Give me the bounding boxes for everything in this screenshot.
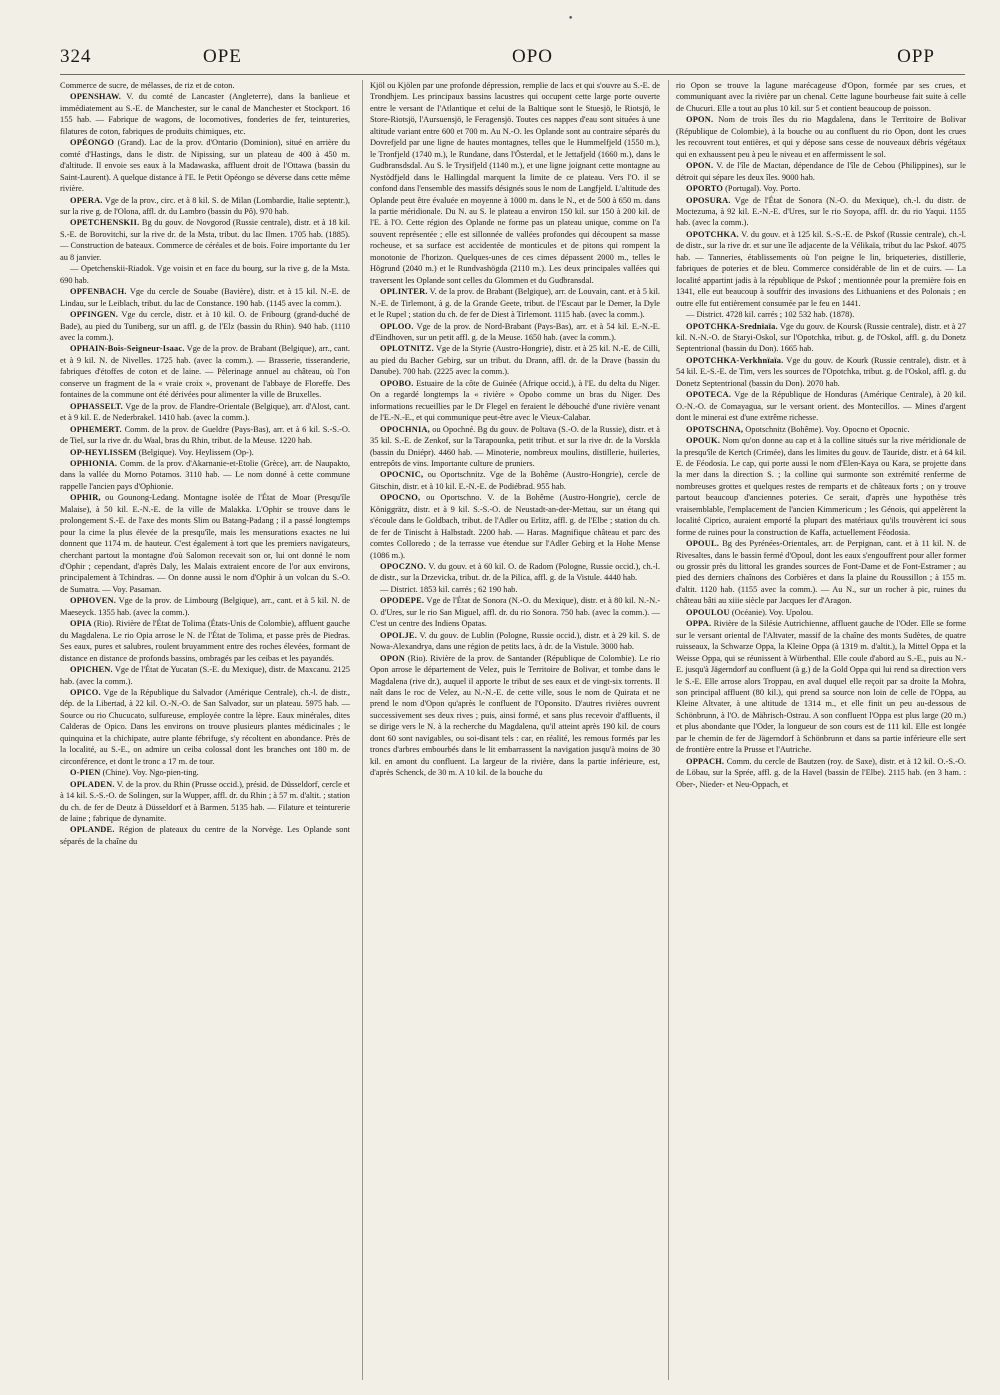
entry-text: Opotschnitz (Bohême). Voy. Opocno et Opocnic. <box>745 424 910 434</box>
entry-headword: OPON. <box>686 115 714 125</box>
entry-text: ou Oportschno. V. de la Bohême (Austro-Hongrie), cercle de Königgrätz, distr. et à 9 kil. S.-S.-O. de Neustadt-an-der-Mettau, sur un étang qui s'écoule dans le Goldbach, tribut. de l'Adler ou Erlitz, affl. g. de l'Elbe ; station du ch. de fer de Tinischt à Halbstadt. 2200 hab. — Haras. Magnifique château et parc des comtes Colloredo ; de la terrasse vue étendue sur l'Adler Gebirg et la Hohe Mense (1086 m.). <box>370 493 660 560</box>
dictionary-entry <box>676 607 966 618</box>
dictionary-entry <box>60 286 350 309</box>
header-right-guideword: OPP <box>897 46 935 67</box>
entry-text: ou Opochné. Bg du gouv. de Poltava (S.-O. de la Russie), distr. et à 35 kil. S.-E. de Zenkof, sur la Tarapounka, petit tribut. et sur la rive dr. de la Vorskla (bassin du Dniépr). 4460 hab. — Minoterie, nombreux moulins, distillerie, huileries, entrepôts de vins. Importante culture de pruniers. <box>370 424 660 468</box>
dictionary-entry <box>60 492 350 595</box>
page-speck: • <box>568 14 574 24</box>
entry-text: Comm. de la prov. de Gueldre (Pays-Bas), arr. et à 6 kil. S.-S.-O. de Tiel, sur la rive dr. du Waal, bras du Rhin, tribut. de la Meuse. 1220 hab. <box>60 424 350 446</box>
entry-headword: OPOTCHKA. <box>686 229 739 239</box>
entry-text: Bg des Pyrénées-Orientales, arr. de Perpignan, cant. et à 11 kil. N. de Rivesaltes, dans le bassin fermé d'Opoul, dont les eaux s'engouffrent pour aller former ou grossir près du littoral les grandes sources de Font-Dame et de Font-Estramer ; au pied des derniers chaînons des Corbières et dans la plaine du Roussillon ; à 155 m. d'altit. 1120 hab. (1155 avec la comm.). — Au N., sur un rocher à pic, ruines du château bâti au xiiie siècle par Jacques Ier d'Aragon. <box>676 539 966 606</box>
entry-headword: O-PIEN <box>70 768 101 778</box>
entry-headword: OPHIR, <box>70 493 101 503</box>
entry-text: V. du gouv. et à 60 kil. O. de Radom (Pologne, Russie occid.), ch.-l. de distr., sur la Drzevicka, tribut. dr. de la Pilica, affl. g. de la Vistule. 4440 hab. <box>370 562 660 583</box>
entry-headword: OPLOO. <box>380 321 414 331</box>
entry-text: Région de plateaux du centre de la Norvège. Les Oplande sont séparés de la chaîne du <box>60 825 350 846</box>
entry-text: Vge de la prov., circ. et à 8 kil. S. de Milan (Lombardie, Italie septentr.), sur la rive g. de l'Olona, affl. dr. du Lambro (bassin du Pô). 970 hab. <box>60 195 350 216</box>
dictionary-entry <box>60 664 350 687</box>
entry-headword: OPICHEN. <box>70 665 113 675</box>
entry-headword: OPLINTER. <box>380 287 428 297</box>
dictionary-entry <box>676 756 966 790</box>
entry-headword: OPFINGEN. <box>70 310 119 320</box>
entry-headword: OPLOTNITZ. <box>380 344 434 354</box>
dictionary-entry <box>370 561 660 584</box>
entry-headword: OPOTCHKA-Srednïaïa. <box>686 321 778 331</box>
dictionary-entry <box>60 767 350 778</box>
dictionary-entry <box>370 584 660 595</box>
entry-text: Comm. de la prov. d'Akarnanie-et-Etolie (Grèce), arr. de Naupakto, dans la vallée du Morno Potamos. 3110 hab. — Le nom donné à cette commune rappelle l'ancien pays d'Ophionie. <box>60 458 350 491</box>
page-number: 324 <box>60 46 92 67</box>
text-column-3 <box>676 80 966 1385</box>
dictionary-entry <box>370 343 660 377</box>
dictionary-entry <box>60 80 350 91</box>
dictionary-entry <box>370 424 660 470</box>
dictionary-entry <box>60 343 350 400</box>
entry-text: Vge du cercle, distr. et à 10 kil. O. de Fribourg (grand-duché de Bade), au pied du Tuniberg, sur un affl. g. de l'Elz (bassin du Rhin). 940 hab. (1110 avec la comm.). <box>60 310 350 342</box>
entry-text: Nom de trois îles du rio Magdalena, dans le Territoire de Bolivar (République de Colombie), à la bouche ou au confluent du rio Opon, dont les crues les recouvrent tout entières, et qui y dépose sans cesse de nouveaux débris végétaux qui en exhaussent peu à peu le niveau et en affermissent le sol. <box>676 115 966 159</box>
column-divider <box>362 80 363 1380</box>
dictionary-entry <box>370 321 660 344</box>
dictionary-entry <box>60 91 350 137</box>
entry-text: Vge du gouv. de Koursk (Russie centrale), distr. et à 27 kil. N.-N.-O. de Staryi-Oskol, sur l'Opotchka, tribut. g. de l'Oskol, affl. g. du Donetz Septentrional (bassin du Don). 1665 hab. <box>676 321 966 354</box>
entry-headword: OPETCHENSKII. <box>70 218 140 228</box>
entry-headword: OPOUK. <box>686 436 721 446</box>
dictionary-entry <box>370 492 660 561</box>
header-center-guideword: OPO <box>512 46 554 67</box>
entry-headword: OPHAIN-Bois-Seigneur-Isaac. <box>70 344 185 354</box>
dictionary-entry <box>60 309 350 343</box>
entry-text: Vge de l'État de Sonora (N.-O. du Mexique), distr. et à 80 kil. N.-N.-O. d'Ures, sur le rio San Miguel, affl. dr. du rio Sonora. 750 hab. (avec la comm.). — C'est un centre des Indiens Opatas. <box>370 596 660 629</box>
entry-text: Vge de la prov. de Brabant (Belgique), arr., cant. et à 9 kil. N. de Nivelles. 1725 hab. (avec la comm.). — Brasserie, tisseranderie, fabriques d'étoffes de coton et de laine. — Pèlerinage annuel au château, où l'on conserve un fragment de la « vraie croix », provenant de l'abbaye de Floreffe. Des fontaines de la commune ont été dérivées pour alimenter la ville de Bruxelles. <box>60 344 350 400</box>
entry-text: V. du gouv. et à 125 kil. S.-S.-E. de Pskof (Russie centrale), ch.-l. de distr., sur la rive dr. et sur une île adjacente de la Vélikaïa, tribut du lac Pskof. 4075 hab. — Tanneries, établissements où l'on peigne le lin, briqueteries, distillerie, fabriques de poteries et de bleu. Commerce considérable de lin et de cuirs. — La localité appartint jadis à la république de Pskof ; mentionnée pour la première fois en 1341, elle eut beaucoup à souffrir des invasions des Lithuaniens et des Polonais ; en outre elle fut entièrement consumée par le feu en 1441. <box>676 229 966 308</box>
entry-headword: OPLADEN. <box>70 779 115 789</box>
entry-headword: OPOBO. <box>380 378 414 388</box>
dictionary-entry <box>370 286 660 320</box>
entry-text: ou Oportschnitz. Vge de la Bohême (Austro-Hongrie), cercle de Gitschin, distr. et à 10 kil. E.-N.-E. de Podiébrad. 955 hab. <box>370 470 660 491</box>
entry-text: (Rio). Rivière de l'État de Tolima (États-Unis de Colombie), affluent gauche du Magdalena. Le rio Opia arrose le N. de l'État de Tolima, et passe près de Piedras. Ses eaux, pures et salubres, roulent bruyamment entre des roches élevées, formant de distance en distance de profonds bassins, ombragés par les ceibas et les payandés. <box>60 619 350 663</box>
entry-text: — District. 1853 kil. carrés ; 62 190 hab. <box>380 584 518 594</box>
entry-text: Vge de l'État de Sonora (N.-O. du Mexique), ch.-l. du distr. de Moctezuma, à 92 kil. E.-N.-E. d'Ures, sur le rio Soyopa, affl. dr. du rio Yaqui. 1155 hab. (avec la comm.). <box>676 195 966 228</box>
text-column-2 <box>370 80 660 1385</box>
entry-text: Rivière de la Silésie Autrichienne, affluent gauche de l'Oder. Elle se forme sur le versant oriental de l'Altvater, massif de la chaîne des monts Sudètes, de quatre ruisseaux, la Schwarze Oppa, la Kleine Oppa (à 1319 m. d'altit.), la Mittel Oppa et la Weisse Oppa, qui se réunissent à Würbenthal. Elle coule d'abord au S.-E., puis au N.-E. jusqu'à Jägerndorf au confluent (à g.) de la Gold Oppa qui lui rend sa direction vers le S.-E. Elle arrose alors Troppau, en aval duquel elle reçoit par sa droite la Mohra, son principal affluent (80 kil.), qui prend sa source non loin de celle de l'Oppa, au Kleine Altvater, à une altitude de 1314 m., et elle finit un peu au-dessous de Schönbrunn, à l'O. de Mährisch-Ostrau. A son confluent l'Oppa est plus large (20 m.) et plus abondante que l'Oder, la longueur de son cours est de 111 kil. Elle est longée par le chemin de fer de Jägerndorf à Schönbrunn et dans sa partie inférieure elle sert de frontière entre la Prusse et l'Autriche. <box>676 619 966 755</box>
entry-text: Commerce de sucre, de mélasses, de riz et de coton. <box>60 81 235 90</box>
entry-text: (Portugal). Voy. Porto. <box>725 184 801 194</box>
entry-text: Estuaire de la côte de Guinée (Afrique occid.), à l'E. du delta du Niger. On a regardé longtemps la « rivière » Opobo comme un bras du Niger. Des informations recueillies par le Dr Flegel en feraient le débouché d'une rivière venant de l'E.-N.-E., et qui communique peut-être avec le Vieux-Calabar. <box>370 378 660 423</box>
entry-text: Vge du gouv. de Kourk (Russie centrale), distr. et à 54 kil. E.-S.-E. de Tim, vers les sources de l'Opotchka, tribut. g. de l'Oskol, affl. g. du Donetz Septentrional (bassin du Don). 2070 hab. <box>676 355 966 388</box>
entry-text: V. de la prov. de Brabant (Belgique), arr. de Louvain, cant. et à 5 kil. N.-E. de Tirlemont, à g. de la Grande Geete, tribut. de l'Escaut par le Demer, la Dyle et le Rupel ; station du ch. de fer de Diest à Tirlemont. 1115 hab. (avec la comm.). <box>370 287 660 320</box>
entry-text: Vge de la République de Honduras (Amérique Centrale), à 20 kil. O.-N.-O. de Comayagua, sur le versant orient. des Montecillos. — Mines d'argent dont le minerai est d'une extrême richesse. <box>676 390 966 423</box>
entry-text: Vge de la Styrie (Austro-Hongrie), distr. et à 25 kil. N.-E. de Cilli, au pied du Bacher Gebirg, sur un tribut. du Drann, affl. dr. de la Drave (bassin du Danube). 700 hab. (2225 avec la comm.). <box>370 344 660 377</box>
entry-text: V. de la prov. du Rhin (Prusse occid.), présid. de Düsseldorf, cercle et à 14 kil. S.-S.-O. de Solingen, sur la Wupper, affl. dr. du Rhin ; à 57 m. d'altit. ; station du ch. de fer de Deutz à Düsseldorf et à Barmen. 5135 hab. — Filature et teinturerie de laine ; fabrique de dynamite. <box>60 779 350 823</box>
entry-headword: OPERA. <box>70 195 103 205</box>
dictionary-entry <box>60 137 350 194</box>
dictionary-entry <box>60 195 350 218</box>
dictionary-entry <box>676 195 966 229</box>
entry-headword: OPOTCHKA-Verkhnïaïa. <box>686 355 784 365</box>
entry-text: Vge de l'État de Yucatan (S.-E. du Mexique), distr. de Maxcanu. 2125 hab. (avec la comm.). <box>60 665 350 686</box>
dictionary-entry <box>676 424 966 435</box>
entry-text: Comm. du cercle de Bautzen (roy. de Saxe), distr. et à 12 kil. O.-S.-O. de Löbau, sur la Sprée, affl. g. de la Havel (bassin de l'Elbe). 2115 hab. (en 3 ham. : Ober-, Nieder- et Neu-Oppach, et <box>676 756 966 789</box>
entry-text: rio Opon se trouve la lagune marécageuse d'Opon, formée par ses crues, et communiquant avec la rivière par un chenal. Cette lagune bourbeuse fait suite à celle de Chucuri. Elle a tout au plus 10 kil. sur 5 et contient beaucoup de poisson. <box>676 81 966 113</box>
entry-headword: OPHIONIA. <box>70 458 118 468</box>
entry-headword: OPON. <box>686 161 714 171</box>
text-column-1 <box>60 80 350 1385</box>
column-divider <box>668 80 669 1380</box>
dictionary-entry <box>676 355 966 389</box>
dictionary-entry <box>370 653 660 779</box>
dictionary-entry <box>676 618 966 755</box>
entry-headword: OPIA <box>70 619 92 629</box>
entry-headword: OPON <box>380 653 405 663</box>
dictionary-entry <box>676 538 966 607</box>
entry-text: Vge de la prov. de Limbourg (Belgique), arr., cant. et à 5 kil. N. de Maeseyck. 1355 hab. (avec la comm.). <box>60 596 350 617</box>
entry-headword: OPOCNO, <box>380 493 421 503</box>
dictionary-entry <box>60 447 350 458</box>
header-left-guideword: OPE <box>203 46 242 67</box>
entry-text: V. du comté de Lancaster (Angleterre), dans la banlieue et immédiatement au S.-E. de Manchester, sur le canal de Manchester et Stockport. 16 155 hab. — Fabrique de wagons, de locomotives, fonderies de fer, teintureries, filatures de coton, fabriques de produits chimiques, etc. <box>60 92 350 136</box>
dictionary-entry <box>60 458 350 492</box>
entry-headword: OPOULOU <box>686 607 730 617</box>
running-header <box>60 46 965 76</box>
entry-text: V. du gouv. de Lublin (Pologne, Russie occid.), distr. et à 29 kil. S. de Nowa-Alexandrya, dans une région de petits lacs, à dr. de la Vistule. 3000 hab. <box>370 630 660 652</box>
dictionary-entry <box>676 160 966 183</box>
entry-text: Vge de la prov. de Flandre-Orientale (Belgique), arr. d'Alost, cant. et à 9 kil. E. de Nederbrakel. 1410 hab. (avec la comm.). <box>60 401 350 423</box>
entry-text: (Grand). Lac de la prov. d'Ontario (Dominion), situé en arrière du comté d'Hastings, dans le distr. de Nipissing, sur un plateau de 400 à 450 m. d'altitude. Il envoie ses eaux à la Madawaska, affluent droit de l'Ottawa (bassin du Saint-Laurent). A quelque distance à l'E. le Petit Opéongo se déverse dans cette même rivière. <box>60 138 350 194</box>
dictionary-entry <box>60 824 350 847</box>
entry-headword: OPOLJE. <box>380 630 417 640</box>
entry-headword: OPPA. <box>686 619 712 629</box>
entry-headword: OPPACH. <box>686 756 725 766</box>
entry-headword: OPOTSCHNA, <box>686 424 744 434</box>
dictionary-entry <box>60 618 350 664</box>
dictionary-entry <box>60 687 350 767</box>
entry-headword: OPLANDE. <box>70 825 115 835</box>
entry-text: (Rio). Rivière de la prov. de Santander (République de Colombie). Le rio Opon arrose le département de Velez, puis le Territoire de Bolivar, et tombe dans le Magdalena (rive dr.), auquel il apporte le tribut de ses eaux et de vingt-six torrents. Il naît dans le roc de Velez, au N.-N.-E. de cette ville, sous le nom de Quirata et ne prend le nom d'Opon qu'après le confluent de l'Oponsito. D'autres rivières ouvrent successivement ses deux rives ; puis, ainsi formé, et sans plus recevoir d'affluents, il se dirige vers le N. à la recherche du Magdalena, qu'il atteint après 190 kil. de cours dont 60 sont navigables, ou soi-disant tels : car, en réalité, les remous formés par les troncs d'arbres embourbés dans le lit embarrassent la navigation jusqu'à moins de 30 kil. en amont du confluent. La largeur de la rivière, dans la partie inférieure, est, d'après Schenck, de 30 m. A 10 kil. de la bouche du <box>370 653 660 778</box>
entry-text: Vge de la République du Salvador (Amérique Centrale), ch.-l. de distr., dép. de la Libertad, à 22 kil. O.-N.-O. de San Salvador, sur un plateau. 5975 hab. — Source ou rio Chucucato, sulfureuse, employée contre la lèpre. Eaux minérales, dites Calderas de Opico. Dans les environs on trouve plusieurs plantes médicinales ; le quinquina et la chichipate, autre plante fébrifuge, s'y récoltent en abondance. Près de la localité, au S.-E., on admire un ceiba colossal dont les branches ont 180 m. de circonférence, et dont le tronc a 17 m. de tour. <box>60 688 350 766</box>
entry-text: (Océanie). Voy. Upolou. <box>731 607 814 617</box>
dictionary-entry <box>370 80 660 286</box>
header-rule <box>60 74 965 75</box>
entry-text: V. de l'île de Mactan, dépendance de l'île de Cebou (Philippines), sur le détroit qui sépare les deux îles. 9000 hab. <box>676 161 966 182</box>
dictionary-entry <box>676 183 966 194</box>
dictionary-entry <box>60 263 350 286</box>
entry-headword: OPORTO <box>686 184 724 194</box>
entry-text: Kjöl ou Kjölen par une profonde dépression, remplie de lacs et qui s'ouvre au S.-E. de Trondhjem. Les principaux bassins lacustres qui occupent cette large porte ouverte entre le versant de l'Atlantique et celui de la Baltique sont le Stuesjö, le Riotsjö, le Store-Riotsjö, l'Aursuensjö, le Feragensjö. Toutes ces nappes d'eau sont situées à une altitude variant entre 600 et 700 m. Au N.-O. les Oplande sont au contraire séparés du Dovrefjeld par une ligne de hautes montagnes, telles que le Hummelfjeld (1550 m.), le Tronfjeld (1740 m.), le Rundane, dans l'Österdal, et le Jettafjeld (1660 m.), dans le Gudbransdsdal. Au S. le Trysifjeld (1140 m.), et une ligne joignant cette montagne au Nystödfjeld dans le Hallingdal marquent la limite de ce plateau. Vers l'O. il se confond dans l'ensemble des massifs désignés sous le nom de Langfjeld. L'altitude des Oplande peut être évaluée en moyenne à 1000 m. dans le N., et de 500 à 650 m. dans la partie méridionale. Du N. au S. le plateau a environ 150 kil. sur 150 à 200 kil. de l'E. à l'O. Cette région des Oplande ne forme pas un plateau unique, comme on l'a souvent représentée ; elle est sillonnée de vallées profondes qui découpent sa masse rocheuse, et sa surface est accidentée de monticules et de pitons qui rompent la monotonie de l'horizon. Quelques-unes de ces cimes dépassent 2000 m., telles le Högrund (2040 m.) et le Rundvashögda (2110 m.). Les deux principales vallées qui traversent les Oplande sont celles du Glommen et du Gudbransdal. <box>370 81 660 285</box>
entry-text: ou Gounong-Ledang. Montagne isolée de l'État de Moar (Presqu'île Malaise), à 50 kil. E.-N.-E. de la ville de Malakka. L'Ophir se trouve dans le prolongement S.-E. de l'axe des monts Slim ou Batang-Padang ; il a passé longtemps pour la cime la plus élevée de la presqu'île, mais les mensurations exactes ne lui donnent que 1174 m. de hauteur. C'est également à tort que les premiers navigateurs, cherchant partout la montagne d'où Salomon recevait son or, lui ont donné le nom d'Ophir ; cependant, d'après Daly, les Malais extraient encore de l'or aux environs, principalement à Tchindras. — On donne aussi le nom d'Ophir à un volcan du S.-O. de Sumatra. — Voy. Pasaman. <box>60 493 350 594</box>
dictionary-entry <box>370 378 660 424</box>
entry-headword: OPICO. <box>70 688 101 698</box>
entry-headword: OPHASSELT. <box>70 401 123 411</box>
entry-headword: OPENSHAW. <box>70 92 122 102</box>
dictionary-entry <box>370 595 660 629</box>
entry-text: Bg du gouv. de Novgorod (Russie centrale), distr. et à 18 kil. S.-E. de Borovitchi, sur la rive dr. de la Msta, tribut. du lac Ilmen. 1705 hab. (1885). — Construction de bateaux. Commerce de céréales et de bois. Foire importante du 1er au 8 janvier. <box>60 218 350 262</box>
entry-text: — District. 4728 kil. carrés ; 102 532 hab. (1878). <box>686 310 855 320</box>
dictionary-entry <box>676 309 966 320</box>
entry-text: — Opetchenskii-Riadok. Vge voisin et en face du bourg, sur la rive g. de la Msta. 690 hab. <box>60 264 350 285</box>
entry-headword: OPÉONGO <box>70 138 115 148</box>
dictionary-entry <box>676 321 966 355</box>
entry-headword: OPODEPE. <box>380 596 425 606</box>
entry-headword: OP-HEYLISSEM <box>70 447 137 457</box>
dictionary-entry <box>60 401 350 424</box>
entry-headword: OPOCHNIA, <box>380 424 430 434</box>
entry-headword: OPOTECA. <box>686 390 732 400</box>
dictionary-entry <box>676 389 966 423</box>
entry-headword: OPOUL. <box>686 539 720 549</box>
entry-text: (Belgique). Voy. Heylissem (Op-). <box>138 447 254 457</box>
entry-headword: OPHOVEN. <box>70 596 117 606</box>
entry-text: (Chine). Voy. Ngo-pien-ting. <box>102 768 199 778</box>
entry-text: Vge de la prov. de Nord-Brabant (Pays-Bas), arr. et à 54 kil. E.-N.-E. d'Eindhoven, sur un petit affl. g. de la Meuse. 1650 hab. (avec la comm.). <box>370 321 660 342</box>
entry-headword: OPHEMERT. <box>70 424 122 434</box>
entry-headword: OPOCZNO. <box>380 562 427 572</box>
dictionary-entry <box>60 217 350 263</box>
dictionary-entry <box>60 424 350 447</box>
dictionary-entry <box>676 114 966 160</box>
dictionary-entry <box>676 435 966 538</box>
entry-headword: OPFENBACH. <box>70 287 127 297</box>
dictionary-entry <box>60 779 350 825</box>
dictionary-entry <box>370 630 660 653</box>
dictionary-entry <box>676 80 966 114</box>
entry-headword: OPOSURA. <box>686 195 731 205</box>
dictionary-entry <box>370 469 660 492</box>
entry-headword: OPOCNIC, <box>380 470 424 480</box>
entry-text: Nom qu'on donne au cap et à la colline situés sur la rive méridionale de la presqu'île de Kertch (Crimée), dans les limites du gouv. de Tauride, distr. et à 64 kil. E. de Féodosia. Le cap, qui porte aussi le nom d'Elen-Kaya ou Kara, se projette dans la mer dans la direction S. ; la colline qui surmonte son extrémité renferme de nombreuses grottes et quelques restes de remparts et de châteaux forts ; on y trouve partout beaucoup d'anciennes poteries. Ce serait, d'après une hypothèse très vraisemblable, l'emplacement de l'ancien Kimmericum ; les Génois, qui appelèrent la localité Ciprico, auraient emporté la plupart des matériaux qu'ils trouvèrent ici sous forme de ruines pour la construction de Kaffa, actuellement Féodosia. <box>676 436 966 537</box>
entry-text: Vge du cercle de Souabe (Bavière), distr. et à 15 kil. N.-E. de Lindau, sur le Leiblach, tribut. du lac de Constance. 190 hab. (1145 avec la comm.). <box>60 287 350 308</box>
dictionary-entry <box>60 595 350 618</box>
dictionary-entry <box>676 229 966 309</box>
